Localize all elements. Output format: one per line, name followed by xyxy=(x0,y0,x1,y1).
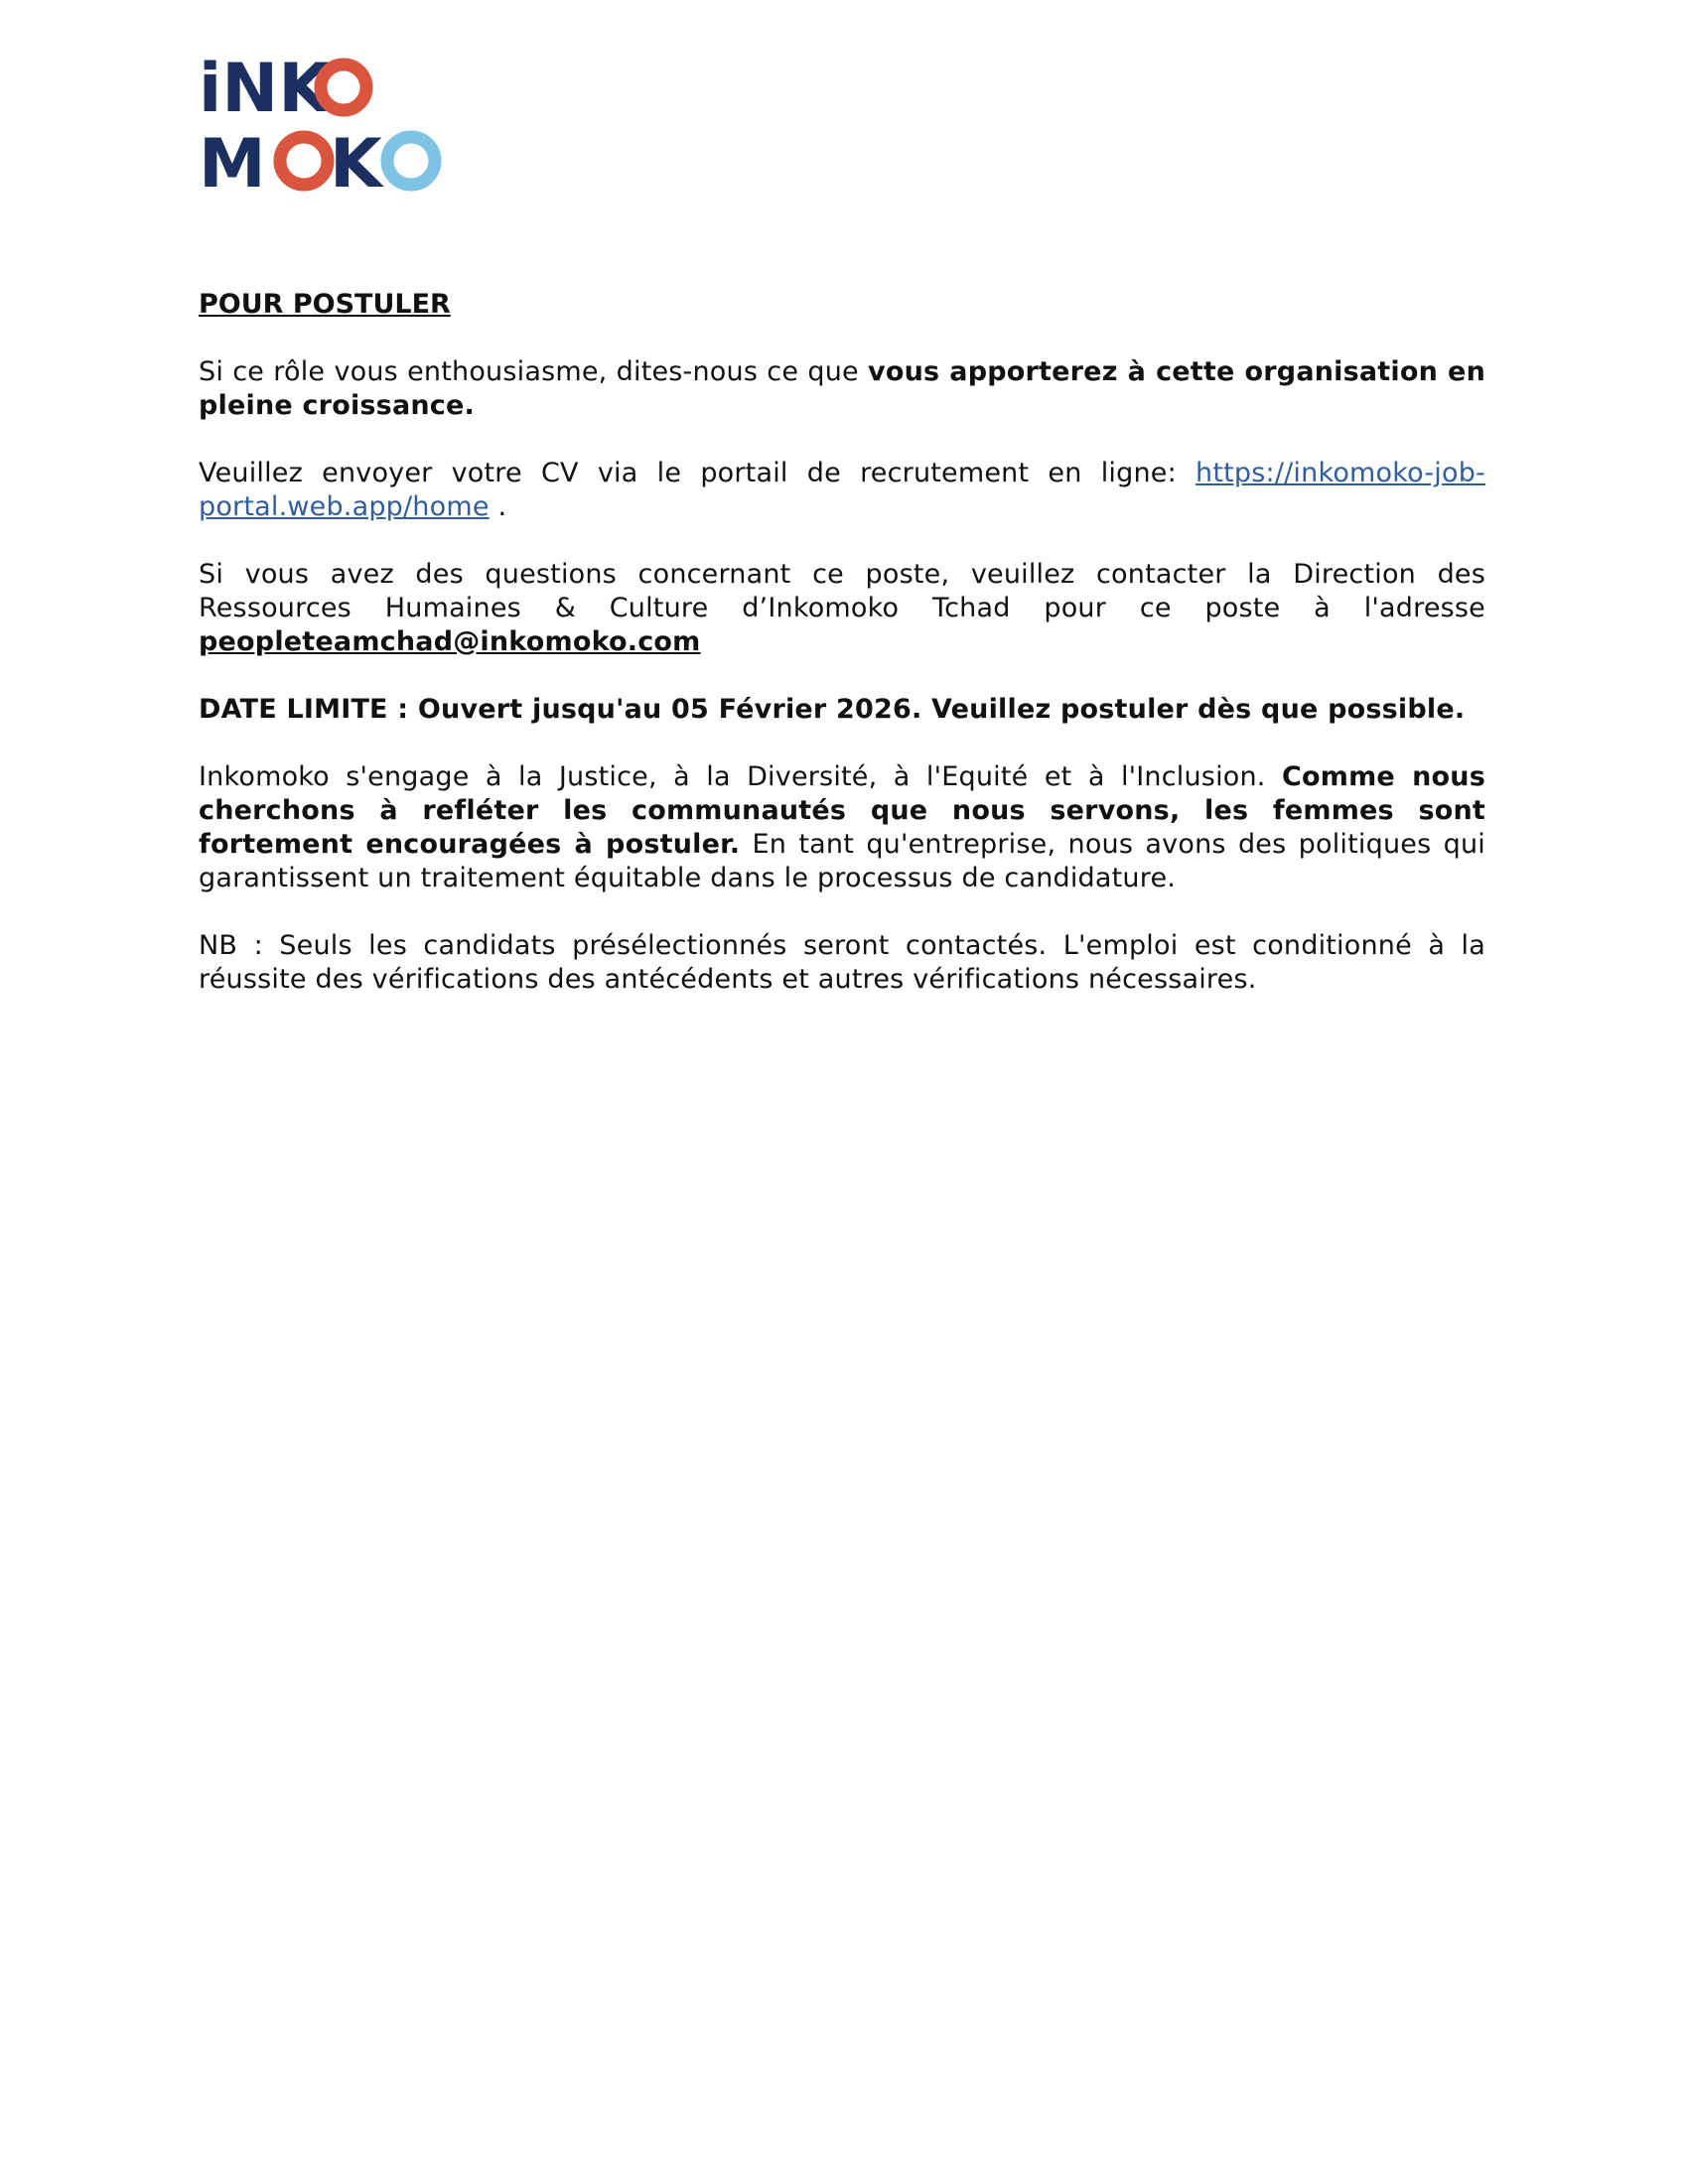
contact-paragraph: Si vous avez des questions concernant ce poste, veuillez contacter la Direction des Ressources Humaines & Culture d’Inkomoko Tchad pour ce poste à l'adresse peopleteamchad@inkomoko.com xyxy=(199,559,1485,657)
dei-paragraph: Inkomoko s'engage à la Justice, à la Diversité, à l'Equité et à l'Inclusion. Comme nous cherchons à refléter les communautés que nous servons, les femmes sont fortement encouragées à postuler. En tant qu'entreprise, nous avons des politiques qui garantissent un traitement équitable dans le processus de candidature. xyxy=(199,761,1486,893)
deadline-paragraph: DATE LIMITE : Ouvert jusqu'au 05 Février 2026. Veuillez postuler dès que possible. xyxy=(199,694,1466,725)
logo-o-coral-bottom xyxy=(280,137,328,185)
job-portal-link[interactable]: https://inkomoko-job-portal.web.app/home xyxy=(199,458,1485,522)
logo-line2-letters: M K xyxy=(199,125,382,193)
document-page xyxy=(199,58,1485,1030)
intro-paragraph: Si ce rôle vous enthousiasme, dites-nous ce que vous apporterez à cette organisation en pleine croissance. xyxy=(199,356,1485,421)
logo-o-sky xyxy=(387,137,435,185)
document-body xyxy=(199,288,1485,997)
apply-paragraph: Veuillez envoyer votre CV via le portail de recrutement en ligne: https://inkomoko-job-portal.web.app/home . xyxy=(199,458,1485,522)
note-paragraph: NB : Seuls les candidats présélectionnés seront contactés. L'emploi est conditionné à la réussite des vérifications des antécédents et autres vérifications nécessaires. xyxy=(199,930,1485,995)
section-heading: POUR POSTULER xyxy=(199,289,451,320)
logo-line1-letters: iNK xyxy=(199,58,331,128)
inkomoko-logo xyxy=(199,58,447,193)
contact-email-link[interactable]: peopleteamchad@inkomoko.com xyxy=(199,626,701,657)
